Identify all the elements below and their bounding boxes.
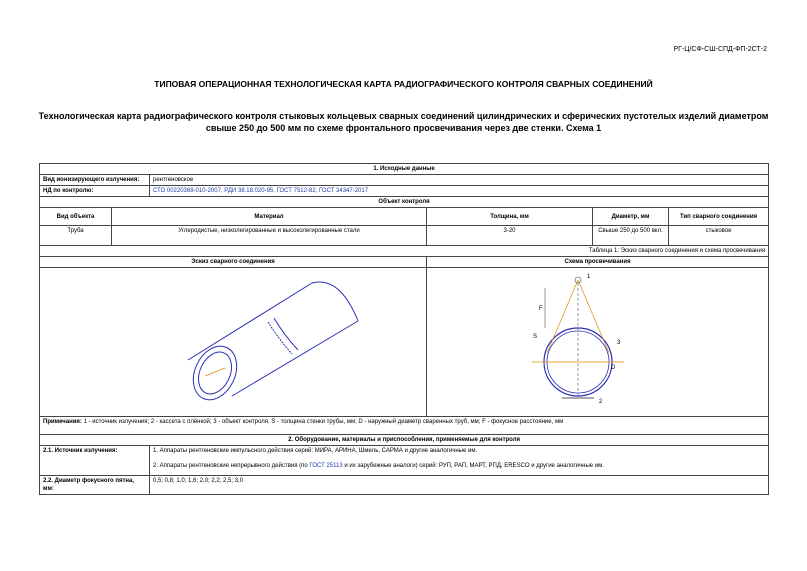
weld-seam-2: [274, 318, 298, 350]
focus-value: 0,5; 0,8; 1,0; 1,6; 2,0; 2,2; 2,5; 3,0: [150, 476, 769, 495]
column-header: Материал: [112, 208, 427, 226]
radiation-label: Вид ионизирующего излучения:: [40, 175, 150, 186]
gost-link[interactable]: ГОСТ 25113: [309, 463, 343, 469]
radiation-value: рентгеновское: [150, 175, 769, 186]
nd-label: НД по контролю:: [40, 186, 150, 197]
weld-marker: [205, 368, 225, 376]
radiography-scheme: [427, 268, 724, 416]
notes-row: [40, 417, 769, 435]
label-1: 1: [587, 274, 591, 280]
column-header: Вид объекта: [40, 208, 112, 226]
table-cell: Свыше 250 до 500 вкл.: [593, 226, 669, 246]
beam-right: [578, 280, 609, 353]
nd-value-link[interactable]: СТО 00220368-010-2007, РДИ 38.18.020-95, ГОСТ 7512-82, ГОСТ 34347-2017: [150, 186, 769, 197]
column-header: Диаметр, мм: [593, 208, 669, 226]
notes-label: Примечания:: [43, 419, 82, 425]
label-2: 2: [599, 399, 603, 405]
source-line-2: 2. Аппараты рентгеновские непрерывного действия (по ГОСТ 25113 и их зарубежные аналоги) серий: РУП, РАП, МАРТ, РПД, ERESCO и другие аналогичные им.: [153, 463, 604, 469]
section2-title: 2. Оборудование, материалы и приспособления, применяемые для контроля: [40, 435, 769, 446]
label-3: 3: [617, 340, 621, 346]
page-title: ТИПОВАЯ ОПЕРАЦИОННАЯ ТЕХНОЛОГИЧЕСКАЯ КАРТА РАДИОГРАФИЧЕСКОГО КОНТРОЛЯ СВАРНЫХ СОЕДИНЕНИЙ: [154, 79, 653, 89]
table-cell: Труба: [40, 226, 112, 246]
tech-card-table: [39, 163, 769, 495]
table-cell: 3-20: [427, 226, 593, 246]
source-value: [150, 446, 769, 476]
pipe-sketch: [40, 268, 470, 416]
pipe-bottom-edge: [232, 321, 358, 396]
section1-title: 1. Исходные данные: [40, 164, 769, 175]
scheme-cell: [427, 268, 769, 417]
column-header: Тип сварного соединения: [669, 208, 769, 226]
label-s: S: [533, 334, 538, 340]
pipe-far-end: [312, 282, 358, 321]
pipe-top-edge: [188, 283, 312, 360]
page-subtitle: Технологическая карта радиографического контроля стыковых кольцевых сварных соединений цилиндрических и сферических пустотелых изделий диаметром свыше 250 до 500 мм по схеме фронтального просвечивания через две стенки. Схема 1: [38, 111, 769, 133]
table-caption: Таблица 1: Эскиз сварного соединения и схема просвечивания: [40, 246, 769, 257]
pipe-end-inner: [192, 347, 238, 400]
sketch-header: Эскиз сварного соединения: [40, 257, 427, 268]
label-f: F: [539, 306, 543, 312]
column-header: Толщина, мм: [427, 208, 593, 226]
weld-sketch-cell: [40, 268, 427, 417]
document-code: РГ-Ц/СФ-СШ-СПД-ФП-2СТ-2: [673, 46, 767, 53]
object-header: Объект контроля: [40, 197, 769, 208]
pipe-end-outer: [185, 339, 245, 407]
table-cell: стыковое: [669, 226, 769, 246]
focus-label: 2.2. Диаметр фокусного пятна, мм:: [40, 476, 150, 495]
notes-text: 1 - источник излучения; 2 - кассета с плёнкой; 3 - объект контроля. S - толщина стенки трубы, мм; D - наружный диаметр сваренных труб, мм; F - фокусное расстояние, мм: [83, 419, 564, 425]
scheme-header: Схема просвечивания: [427, 257, 769, 268]
source-label: 2.1. Источник излучения:: [40, 446, 150, 476]
beam-left: [547, 280, 578, 353]
source-line-1: 1. Аппараты рентгеновские импульсного действия серий: МИРА, АРИНА, Шмель, САРМА и другие аналогичные им.: [153, 448, 478, 454]
label-d: D: [611, 365, 616, 371]
table-cell: Углеродистые, низколегированные и высоколегированные стали: [112, 226, 427, 246]
